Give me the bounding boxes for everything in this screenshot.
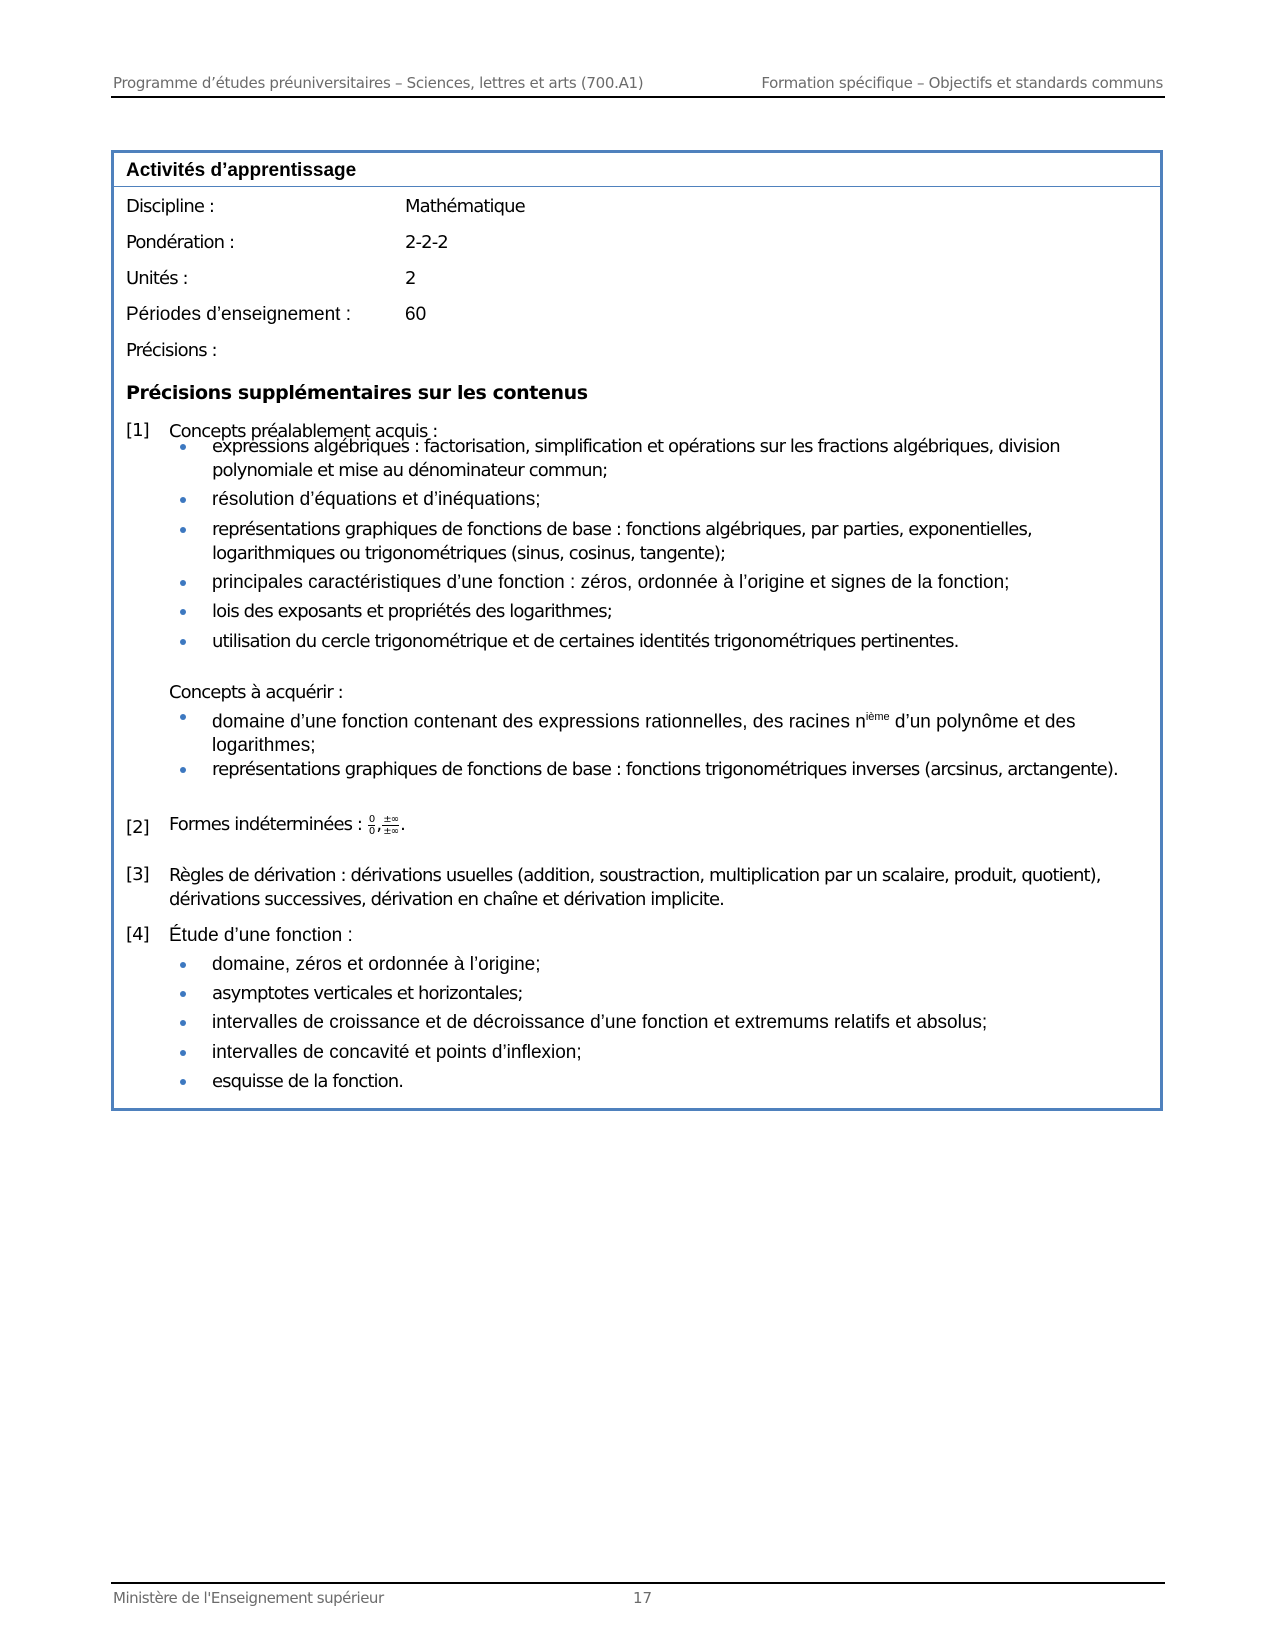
section-intro: Étude d’une fonction : [169,925,353,946]
list-item: principales caractéristiques d’une fonction : zéros, ordonnée à l’origine et signes de la fonction; [212,572,1010,593]
field-value: 2 [405,268,416,289]
section-number: [3] [126,864,149,885]
bullet-icon [178,1077,188,1087]
bullet-icon [178,637,188,647]
bullet-icon [178,989,188,999]
fraction-inf-over-inf [382,814,399,837]
learning-activities-box [111,150,1163,1111]
list-item: asymptotes verticales et horizontales; [212,983,523,1004]
field-discipline [126,196,525,217]
bullet-icon [178,1048,188,1058]
list-item: esquisse de la fonction. [212,1071,404,1092]
section-text: Règles de dérivation : dérivations usuelles (addition, soustraction, multiplication par un scalaire, produit, quotient), dérivations successives, dérivation en chaîne et dérivation implicite. [169,865,1101,910]
bullet-icon [178,765,188,775]
list-item: résolution d’équations et d’inéquations; [212,489,541,510]
list-item: intervalles de croissance et de décroissance d’une fonction et extremums relatifs et absolus; [212,1012,988,1033]
page-header [111,72,1165,98]
denominator: ±∞ [383,825,399,837]
list-item: représentations graphiques de fonctions de base : fonctions algébriques, par parties, exponentielles, logarithmiques ou trigonométriques (sinus, cosinus, tangente); [212,519,1032,564]
page-footer [111,1582,1165,1607]
field-label: Unités : [126,268,188,289]
bullet-icon [178,607,188,617]
section-number: [1] [126,420,149,441]
fraction-zero-over-zero [368,814,375,837]
bullet-icon [178,712,188,722]
field-label: Périodes d’enseignement : [126,304,351,325]
section-number: [2] [126,817,149,838]
section-intro: Concepts préalablement acquis : [169,421,438,442]
field-periodes [126,304,427,326]
header-program-title: Programme d’études préuniversitaires – Sciences, lettres et arts (700.A1) [113,74,644,92]
section-text: Formes indéterminées : [169,814,367,835]
bullet-icon [178,525,188,535]
bullet-icon [178,578,188,588]
field-label: Précisions : [126,340,217,361]
list-item: expressions algébriques : factorisation, simplification et opérations sur les fractions algébriques, division polynomiale et mise au dénominateur commun; [212,436,1060,481]
bullet-icon [178,960,188,970]
indeterminate-forms [169,813,1144,837]
field-label: Discipline : [126,196,215,217]
section-intro-2: Concepts à acquérir : [169,682,343,703]
numerator: ±∞ [383,813,399,825]
box-title-row [114,153,1160,187]
period: . [400,814,405,835]
separator: , [376,814,382,835]
header-section-title: Formation spécifique – Objectifs et standards communs [761,74,1163,92]
bullet-icon [178,1018,188,1028]
bullet-icon [178,442,188,452]
list-item: intervalles de concavité et points d’inflexion; [212,1042,582,1063]
field-unites [126,268,416,289]
list-item [212,705,1132,758]
field-precisions [126,340,217,361]
list-item: utilisation du cercle trigonométrique et de certaines identités trigonométriques pertinentes. [212,631,959,652]
field-label: Pondération : [126,232,235,253]
field-ponderation [126,232,448,253]
superscript: ième [865,711,890,723]
list-item: domaine, zéros et ordonnée à l’origine; [212,954,541,975]
page-number: 17 [633,1589,653,1607]
field-value: Mathématique [405,196,525,217]
list-item-text: d’un polynôme et des logarithmes; [212,711,1076,757]
field-value: 60 [405,304,427,325]
list-item-text: domaine d’une fonction contenant des expressions rationnelles, des racines n [212,711,866,733]
list-item: représentations graphiques de fonctions de base : fonctions trigonométriques inverses (arcsinus, arctangente). [212,759,1118,780]
numerator: 0 [368,813,375,825]
section-number: [4] [126,924,149,945]
field-value: 2-2-2 [405,232,448,253]
box-title: Activités d’apprentissage [126,160,357,181]
footer-ministry: Ministère de l'Enseignement supérieur [113,1589,384,1607]
denominator: 0 [368,825,375,837]
subheading: Précisions supplémentaires sur les contenus [126,382,588,404]
bullet-icon [178,495,188,505]
list-item: lois des exposants et propriétés des logarithmes; [212,601,612,622]
